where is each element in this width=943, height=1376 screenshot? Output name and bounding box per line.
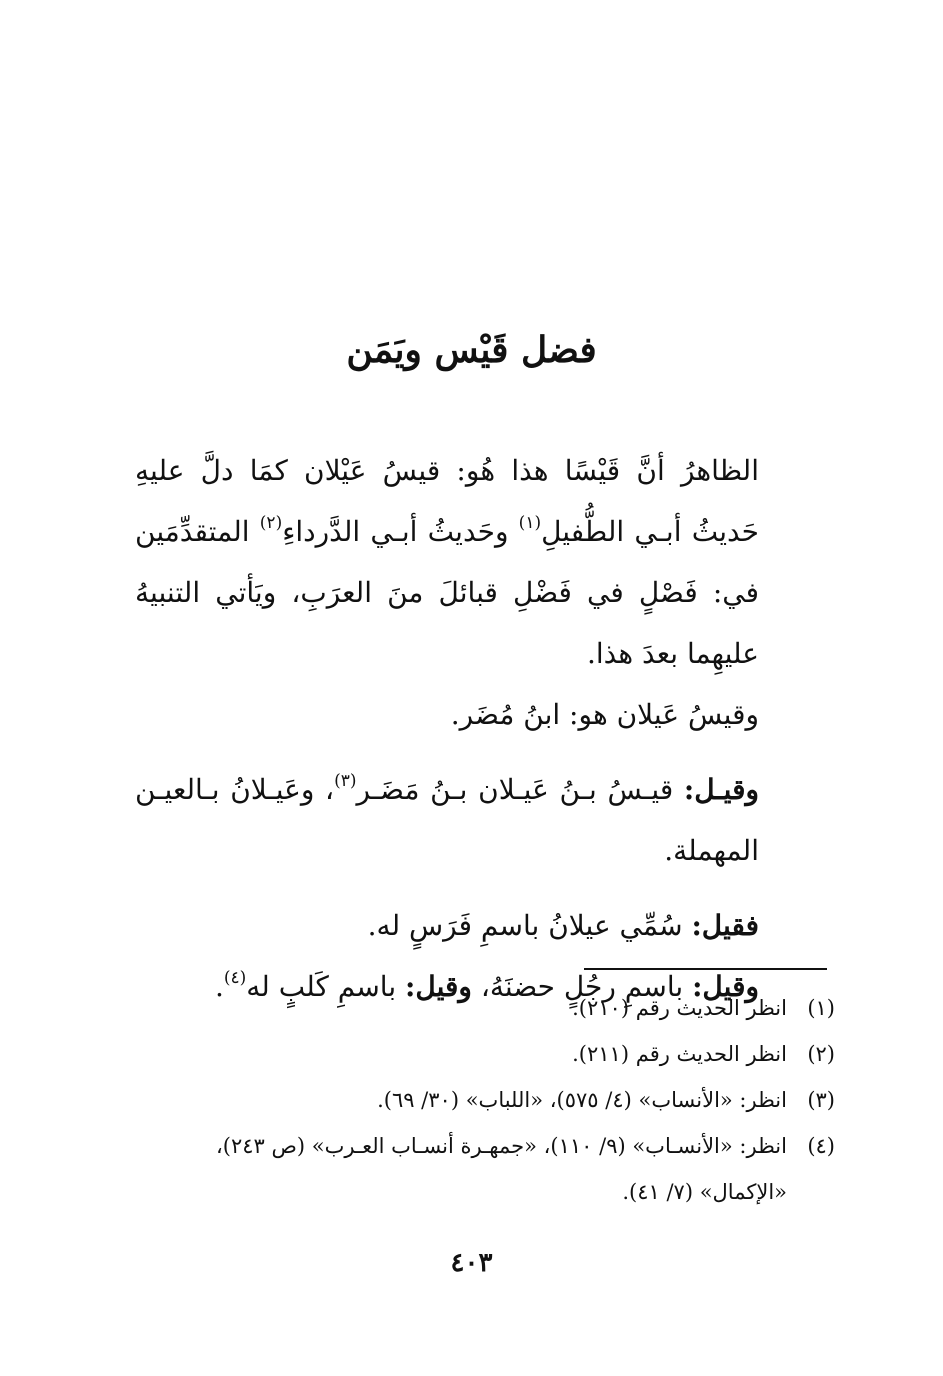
- paragraph-4-text: سُمِّي عيلانُ باسمِ فَرَسٍ له.: [367, 909, 692, 942]
- paragraph-5-lead-1: وقيل:: [692, 970, 759, 1003]
- footnote-3: [135, 1077, 835, 1123]
- paragraph-1: [135, 440, 833, 684]
- section-title: فضل قَيْس ويَمَن: [346, 329, 597, 371]
- footnote-separator: [584, 968, 827, 970]
- paragraph-1-text-a: الظاهرُ أنَّ قَيْسًا هذا هُو: قيسُ عَيْلان كمَا دلَّ عليهِ حَديثُ أبـي الطُّفيلِ: [135, 454, 759, 548]
- footnote-1: [135, 985, 835, 1031]
- footnote-text: انظر الحديث رقم (٢١٠).: [572, 996, 787, 1020]
- footnote-4-continuation: «الإكمال» (٧/ ٤١).: [622, 1180, 787, 1204]
- paragraph-3-lead: وقيـل:: [683, 773, 759, 806]
- paragraph-3: [135, 759, 833, 881]
- footnote-2: [135, 1031, 835, 1077]
- paragraph-5-text-a: باسمِ رجُلٍ حضنَهُ،: [471, 970, 693, 1003]
- footnote-number: (٣): [807, 1088, 835, 1112]
- footnote-4: [135, 1123, 835, 1169]
- paragraph-1-text-c: المتقدِّمَين في: فَصْلٍ في فَضْلِ قبائلَ منَ العرَبِ، ويَأتي التنبيهُ عليهِما بعدَ هذا.: [135, 515, 759, 670]
- paragraph-5-text-b: باسمِ كَلبٍ له: [246, 970, 406, 1003]
- paragraph-3-text-a: قيـسُ بـنُ عَيـلان بـنُ مَضَـر: [356, 773, 684, 806]
- paragraph-3-text-b: ، وعَيـلانُ بـالعيـن المهملة.: [135, 773, 759, 867]
- paragraph-4: [135, 895, 833, 956]
- paragraph-1-text-b: وحَديثُ أبـي الدَّرداءِ: [282, 515, 519, 548]
- footnote-number: (٢): [807, 1042, 835, 1066]
- footnote-text: انظر: «الأنساب» (٤/ ٥٧٥)، «اللباب» (٣٠/ ٦٩).: [377, 1088, 787, 1112]
- footnote-text: انظر: «الأنسـاب» (٩/ ١١٠)، «جمهـرة أنسـاب العـرب» (ص ٢٤٣)،: [215, 1134, 787, 1158]
- paragraph-2: وقيسُ عَيلان هو: ابنُ مُضَر.: [450, 698, 759, 731]
- footnotes: [135, 985, 835, 1215]
- body-text: [135, 440, 833, 1017]
- paragraph-5-lead-2: وقيل:: [405, 970, 472, 1003]
- footnote-ref-2[interactable]: (٢): [259, 513, 283, 533]
- footnote-ref-3[interactable]: (٣): [334, 771, 357, 791]
- footnote-text: انظر الحديث رقم (٢١١).: [572, 1042, 787, 1066]
- footnote-ref-4[interactable]: (٤): [223, 968, 247, 988]
- footnote-number: (٤): [807, 1134, 835, 1158]
- footnote-ref-1[interactable]: (١): [518, 513, 542, 533]
- footnote-number: (١): [807, 996, 835, 1020]
- paragraph-5-end: .: [214, 970, 224, 1003]
- paragraph-4-lead: فقيل:: [691, 909, 759, 942]
- page-number: ٤٠٣: [450, 1248, 493, 1278]
